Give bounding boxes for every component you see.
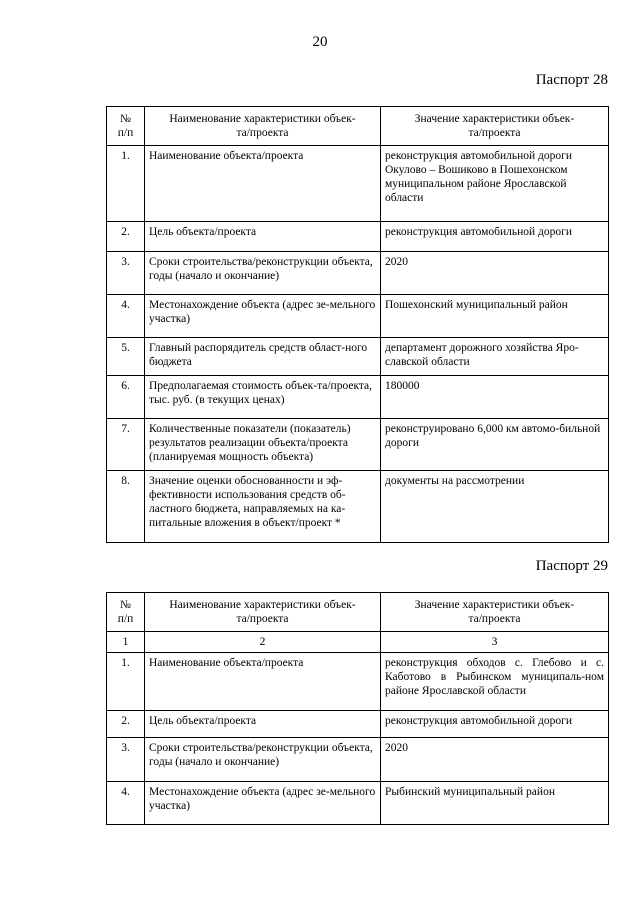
row-value: Пошехонский муниципальный район <box>381 295 609 338</box>
row-number: 5. <box>107 338 145 376</box>
passport-29-title: Паспорт 29 <box>535 558 608 574</box>
row-name: Сроки строительства/реконструкции объекта, годы (начало и окончание) <box>145 252 381 295</box>
table-row <box>107 376 609 419</box>
table-row <box>107 782 609 825</box>
page-number: 20 <box>312 34 328 50</box>
header-number: № п/п <box>107 593 145 632</box>
row-number: 2. <box>107 711 145 738</box>
row-name: Количественные показатели (показатель) результатов реализации объекта/проекта (планируемая мощность объекта) <box>145 419 381 471</box>
row-value: реконструировано 6,000 км автомо-бильной дороги <box>381 419 609 471</box>
passport-28-title: Паспорт 28 <box>535 72 608 88</box>
row-name: Главный распорядитель средств област-ного бюджета <box>145 338 381 376</box>
row-value: 2020 <box>381 738 609 782</box>
table-row <box>107 146 609 222</box>
row-value: 180000 <box>381 376 609 419</box>
passport-28-table <box>106 106 609 543</box>
passport-29-table <box>106 592 609 825</box>
row-value: реконструкция автомобильной дороги <box>381 222 609 252</box>
row-value: 2020 <box>381 252 609 295</box>
row-number: 1. <box>107 146 145 222</box>
row-number: 3. <box>107 252 145 295</box>
header-characteristic-name: Наименование характеристики объек- та/проекта <box>145 593 381 632</box>
row-value: реконструкция автомобильной дороги <box>381 711 609 738</box>
row-number: 1. <box>107 653 145 711</box>
table-row <box>107 711 609 738</box>
row-value: документы на рассмотрении <box>381 471 609 543</box>
header-characteristic-value: Значение характеристики объек- та/проекта <box>381 107 609 146</box>
table-row <box>107 222 609 252</box>
table-row <box>107 252 609 295</box>
table-header-row <box>107 107 609 146</box>
row-value: реконструкция обходов с. Глебово и с. Каботово в Рыбинском муниципаль-ном районе Ярославской области <box>381 653 609 711</box>
row-value: департамент дорожного хозяйства Яро-славской области <box>381 338 609 376</box>
row-name: Наименование объекта/проекта <box>145 653 381 711</box>
row-name: Предполагаемая стоимость объек-та/проекта, тыс. руб. (в текущих ценах) <box>145 376 381 419</box>
row-name: Цель объекта/проекта <box>145 711 381 738</box>
row-name: Местонахождение объекта (адрес зе-мельного участка) <box>145 782 381 825</box>
row-number: 2. <box>107 222 145 252</box>
table-row <box>107 338 609 376</box>
table-row <box>107 295 609 338</box>
row-name: Наименование объекта/проекта <box>145 146 381 222</box>
header-number: № п/п <box>107 107 145 146</box>
row-name: Сроки строительства/реконструкции объекта, годы (начало и окончание) <box>145 738 381 782</box>
header-characteristic-value: Значение характеристики объек- та/проекта <box>381 593 609 632</box>
column-index: 1 <box>107 632 145 653</box>
row-name: Цель объекта/проекта <box>145 222 381 252</box>
row-number: 4. <box>107 782 145 825</box>
row-number: 7. <box>107 419 145 471</box>
row-value: Рыбинский муниципальный район <box>381 782 609 825</box>
row-name: Значение оценки обоснованности и эф-фективности использования средств об-ластного бюджета, направляемых на ка-питальные вложения в объект/проект * <box>145 471 381 543</box>
row-number: 4. <box>107 295 145 338</box>
table-row <box>107 653 609 711</box>
column-index: 2 <box>145 632 381 653</box>
row-value: реконструкция автомобильной дороги Окулово – Вошиково в Пошехонском муниципальном районе Ярославской области <box>381 146 609 222</box>
column-index: 3 <box>381 632 609 653</box>
table-header-row <box>107 593 609 632</box>
header-characteristic-name: Наименование характеристики объек- та/проекта <box>145 107 381 146</box>
row-number: 8. <box>107 471 145 543</box>
column-index-row <box>107 632 609 653</box>
table-row <box>107 471 609 543</box>
row-number: 3. <box>107 738 145 782</box>
row-name: Местонахождение объекта (адрес зе-мельного участка) <box>145 295 381 338</box>
table-row <box>107 419 609 471</box>
row-number: 6. <box>107 376 145 419</box>
table-row <box>107 738 609 782</box>
